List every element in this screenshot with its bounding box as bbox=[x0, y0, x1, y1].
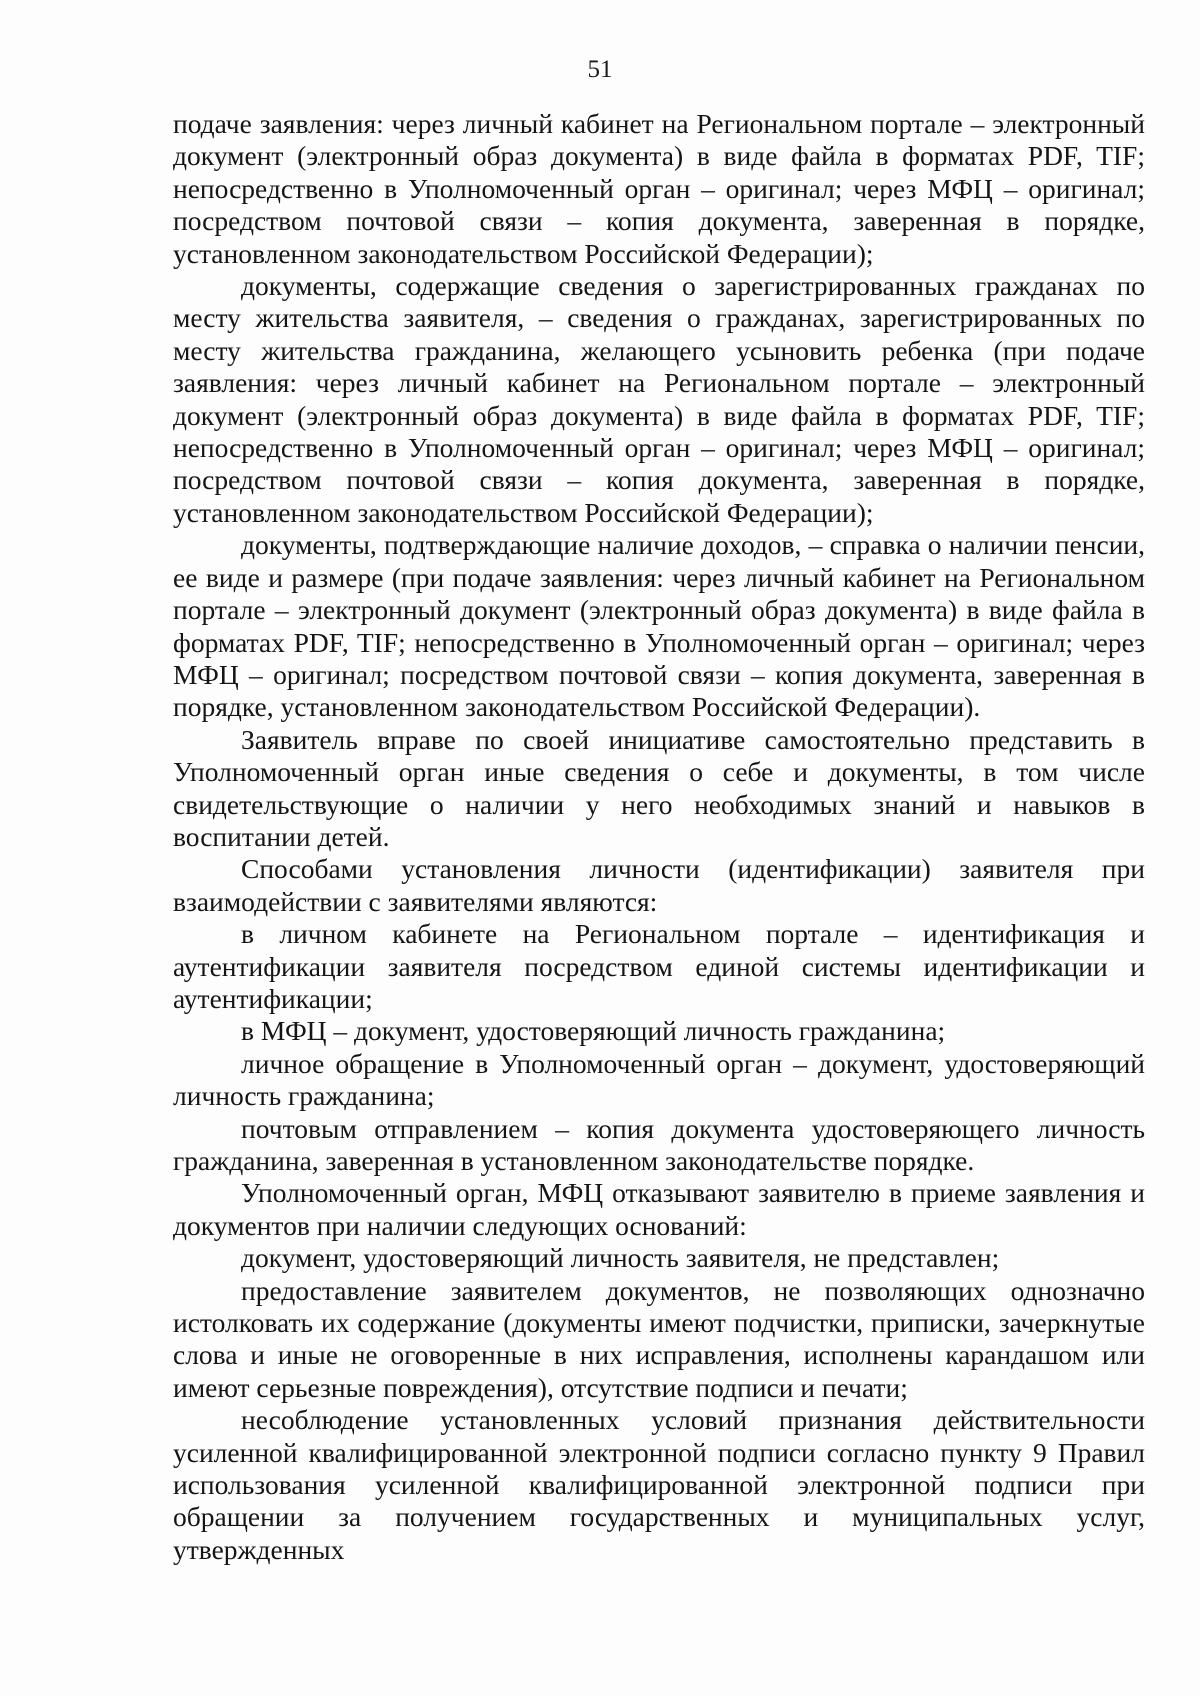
paragraph: почтовым отправлением – копия документа удостоверяющего личность гражданина, заверенная в установленном законодательстве порядке. bbox=[173, 1112, 1145, 1176]
paragraph: в МФЦ – документ, удостоверяющий личность гражданина; bbox=[241, 1015, 946, 1047]
paragraph: в личном кабинете на Региональном портале – идентификация и аутентификации заявителя посредством единой системы идентификации и аутентификации; bbox=[173, 918, 1145, 1014]
paragraph: Уполномоченный орган, МФЦ отказывают заявителю в приеме заявления и документов при наличии следующих оснований: bbox=[173, 1177, 1145, 1241]
paragraph: Способами установления личности (идентификации) заявителя при взаимодействии с заявителями являются: bbox=[173, 853, 1145, 917]
paragraph: подаче заявления: через личный кабинет на Региональном портале – электронный документ (электронный образ документа) в виде файла в форматах PDF, TIF; непосредственно в Уполномоченный орган – оригинал; через МФЦ – оригинал; посредством почтовой связи – копия документа, заверенная в порядке, установленном законодательством Российской Федерации); bbox=[173, 108, 1145, 269]
paragraph: личное обращение в Уполномоченный орган – документ, удостоверяющий личность гражданина; bbox=[173, 1047, 1145, 1112]
document-body bbox=[173, 108, 1145, 1566]
page-number: 51 bbox=[587, 56, 613, 83]
paragraph: документ, удостоверяющий личность заявителя, не представлен; bbox=[241, 1242, 1000, 1274]
paragraph: предоставление заявителем документов, не позволяющих однозначно истолковать их содержание (документы имеют подчистки, приписки, зачеркнутые слова и иные не оговоренные в них исправления, исполнены карандашом или имеют серьезные повреждения), отсутствие подписи и печати; bbox=[173, 1274, 1145, 1403]
paragraph: Заявитель вправе по своей инициативе самостоятельно представить в Уполномоченный орган иные сведения о себе и документы, в том числе свидетельствующие о наличии у него необходимых знаний и навыков в воспитании детей. bbox=[173, 723, 1145, 852]
paragraph: несоблюдение установленных условий признания действительности усиленной квалифицированной электронной подписи согласно пункту 9 Правил использования усиленной квалифицированной электронной подписи при обращении за получением государственных и муниципальных услуг, утвержденных bbox=[173, 1404, 1145, 1565]
paragraph: документы, подтверждающие наличие доходов, – справка о наличии пенсии, ее виде и размере (при подаче заявления: через личный кабинет на Региональном портале – электронный документ (электронный образ документа) в виде файла в форматах PDF, TIF; непосредственно в Уполномоченный орган – оригинал; через МФЦ – оригинал; посредством почтовой связи – копия документа, заверенная в порядке, установленном законодательством Российской Федерации). bbox=[173, 529, 1145, 723]
paragraph: документы, содержащие сведения о зарегистрированных гражданах по месту жительства заявителя, – сведения о гражданах, зарегистрированных по месту жительства гражданина, желающего усыновить ребенка (при подаче заявления: через личный кабинет на Региональном портале – электронный документ (электронный образ документа) в виде файла в форматах PDF, TIF; непосредственно в Уполномоченный орган – оригинал; через МФЦ – оригинал; посредством почтовой связи – копия документа, заверенная в порядке, установленном законодательством Российской Федерации); bbox=[173, 270, 1145, 528]
